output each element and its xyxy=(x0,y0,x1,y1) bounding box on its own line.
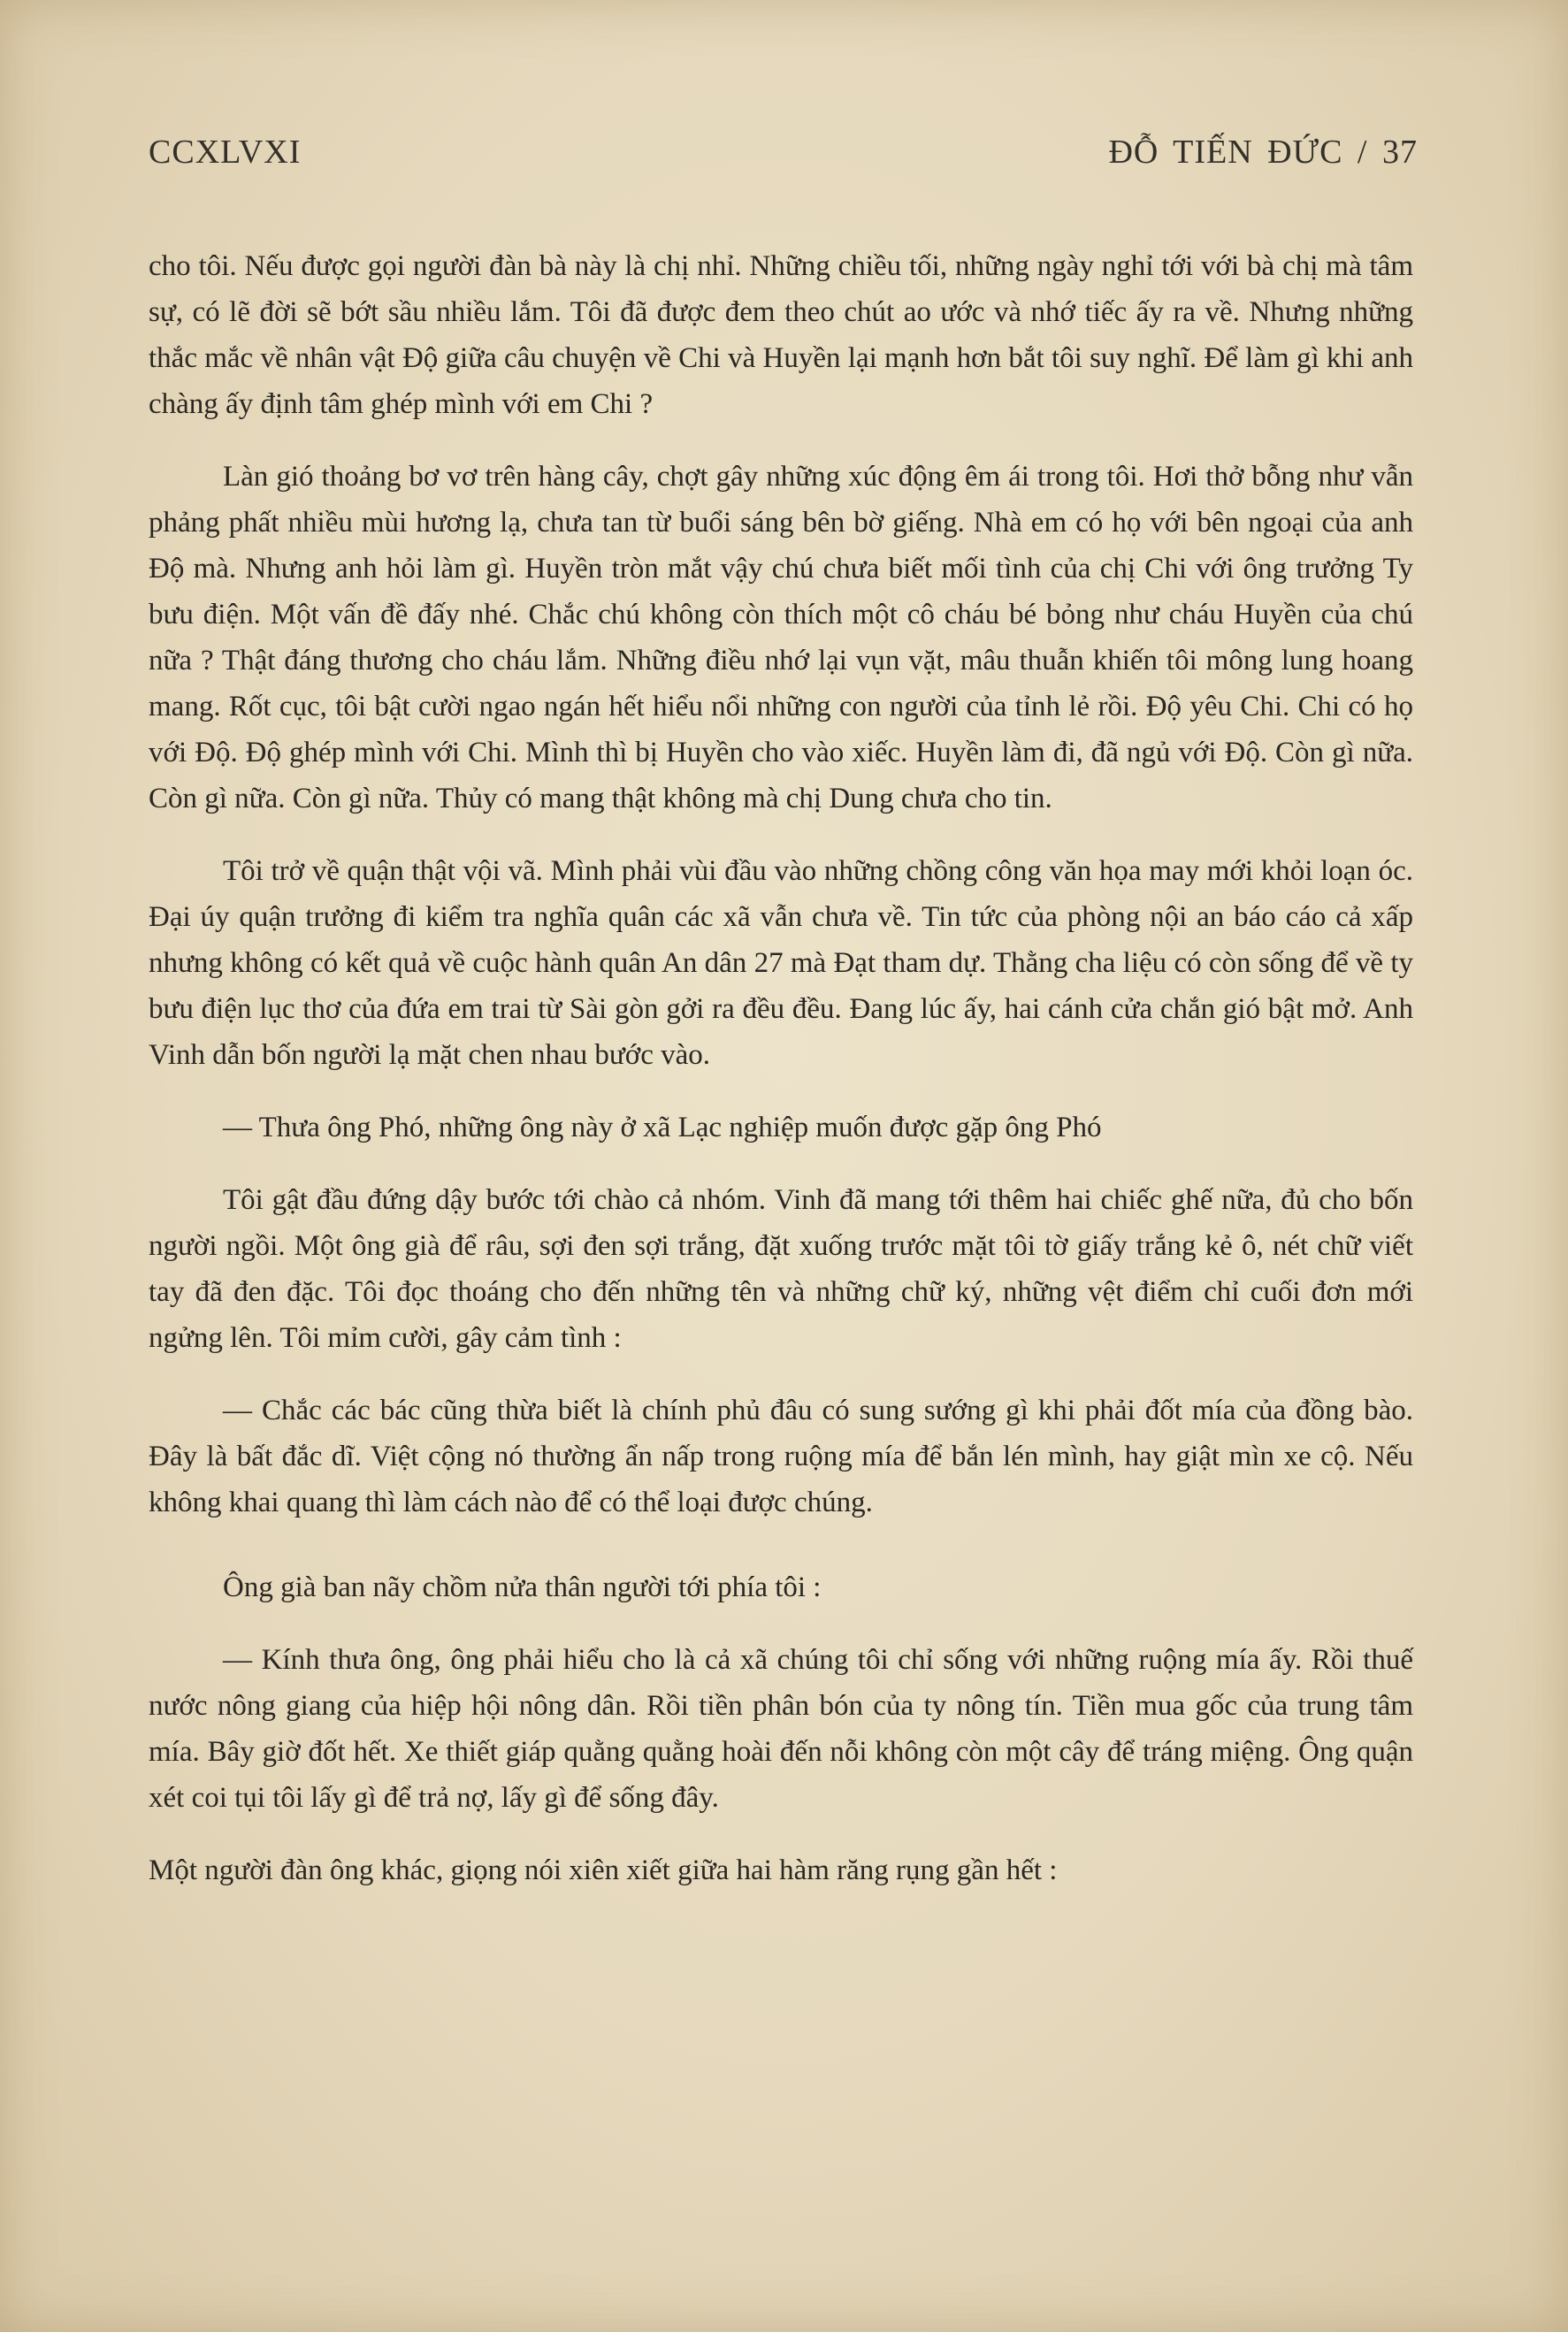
running-title: ĐỖ TIẾN ĐỨC / 37 xyxy=(1108,134,1418,171)
paragraph: Tôi gật đầu đứng dậy bước tới chào cả nhóm. Vinh đã mang tới thêm hai chiếc ghế nữa, đủ cho bốn người ngồi. Một ông già để râu, sợi đen sợi trắng, đặt xuống trước mặt tôi tờ giấy trắng kẻ ô, nét chữ viết tay đã đen đặc. Tôi đọc thoáng cho đến những tên và những chữ ký, những vệt điểm chỉ cuối đơn mới ngửng lên. Tôi mỉm cười, gây cảm tình : xyxy=(149,1184,1413,1354)
dialogue-line: — Kính thưa ông, ông phải hiểu cho là cả xã chúng tôi chỉ sống với những ruộng mía ấy. Rồi thuế nước nông giang của hiệp hội nông dân. Rồi tiền phân bón của ty nông tín. Tiền mua gốc của trung tâm mía. Bây giờ đốt hết. Xe thiết giáp quằng quằng hoài đến nỗi không còn một cây để tráng miệng. Ông quận xét coi tụi tôi lấy gì để trả nợ, lấy gì để sống đây. xyxy=(149,1644,1413,1814)
paragraph: Tôi trở về quận thật vội vã. Mình phải vùi đầu vào những chồng công văn họa may mới khỏi loạn óc. Đại úy quận trưởng đi kiểm tra nghĩa quân các xã vẫn chưa về. Tin tức của phòng nội an báo cáo cả xấp nhưng không có kết quả về cuộc hành quân An dân 27 mà Đạt tham dự. Thằng cha liệu có còn sống để về ty bưu điện lục thơ của đứa em trai từ Sài gòn gởi ra đều đều. Đang lúc ấy, hai cánh cửa chắn gió bật mở. Anh Vinh dẫn bốn người lạ mặt chen nhau bước vào. xyxy=(149,855,1413,1071)
paragraph: Một người đàn ông khác, giọng nói xiên xiết giữa hai hàm răng rụng gần hết : xyxy=(149,1854,1058,1886)
dialogue-line: — Chắc các bác cũng thừa biết là chính phủ đâu có sung sướng gì khi phải đốt mía của đồng bào. Đây là bất đắc dĩ. Việt cộng nó thường ẩn nấp trong ruộng mía để bắn lén mình, hay giật mìn xe cộ. Nếu không khai quang thì làm cách nào để có thể loại được chúng. xyxy=(149,1395,1413,1518)
page-body xyxy=(149,243,1413,1893)
dialogue-line: — Thưa ông Phó, những ông này ở xã Lạc nghiệp muốn được gặp ông Phó xyxy=(223,1112,1102,1143)
paragraph: Ông già ban nãy chồm nửa thân người tới phía tôi : xyxy=(223,1571,822,1603)
paragraph: Làn gió thoảng bơ vơ trên hàng cây, chợt gây những xúc động êm ái trong tôi. Hơi thở bỗng như vẫn phảng phất nhiều mùi hương lạ, chưa tan từ buổi sáng bên bờ giếng. Nhà em có họ với bên ngoại của anh Độ mà. Nhưng anh hỏi làm gì. Huyền tròn mắt vậy chú chưa biết mối tình của chị Chi với ông trưởng Ty bưu điện. Một vấn đề đấy nhé. Chắc chú không còn thích một cô cháu bé bỏng như cháu Huyền của chú nữa ? Thật đáng thương cho cháu lắm. Những điều nhớ lại vụn vặt, mâu thuẫn khiến tôi mông lung hoang mang. Rốt cục, tôi bật cười ngao ngán hết hiểu nổi những con người của tỉnh lẻ rồi. Độ yêu Chi. Chi có họ với Độ. Độ ghép mình với Chi. Mình thì bị Huyền cho vào xiếc. Huyền làm đi, đã ngủ với Độ. Còn gì nữa. Còn gì nữa. Còn gì nữa. Thủy có mang thật không mà chị Dung chưa cho tin. xyxy=(149,461,1413,814)
page-number-roman: CCXLVXI xyxy=(149,134,302,171)
page-header xyxy=(149,133,1418,186)
paragraph: cho tôi. Nếu được gọi người đàn bà này là chị nhỉ. Những chiều tối, những ngày nghỉ tới với bà chị mà tâm sự, có lẽ đời sẽ bớt sầu nhiều lắm. Tôi đã được đem theo chút ao ước và nhớ tiếc ấy ra về. Nhưng những thắc mắc về nhân vật Độ giữa câu chuyện về Chi và Huyền lại mạnh hơn bắt tôi suy nghĩ. Để làm gì khi anh chàng ấy định tâm ghép mình với em Chi ? xyxy=(149,250,1413,420)
